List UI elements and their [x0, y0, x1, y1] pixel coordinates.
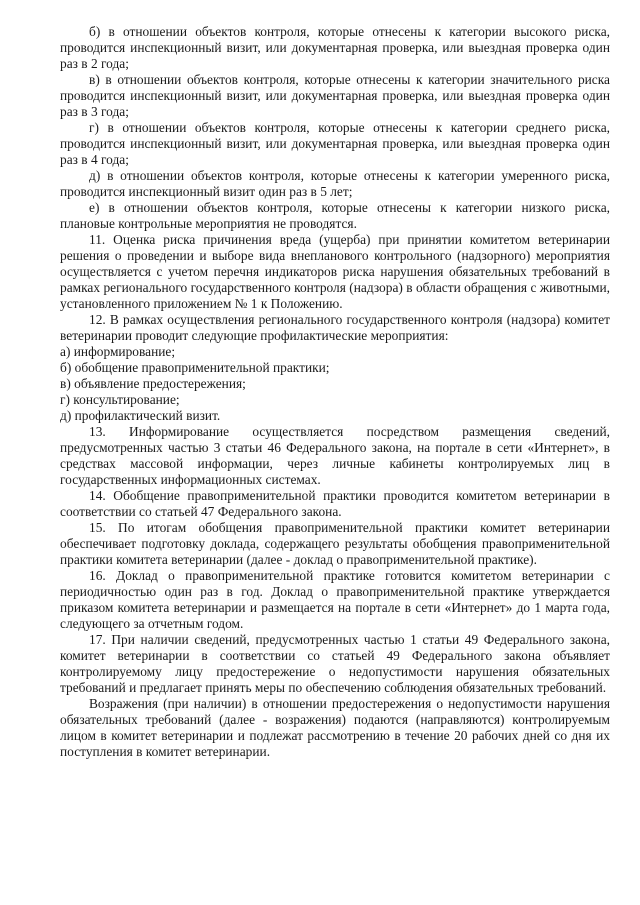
paragraph-13-informing: 13. Информирование осуществляется посредством размещения сведений, предусмотренных частью 3 статьи 46 Федерального закона, на портале в сети «Интернет», в средствах массовой информации, через личные кабинеты контролируемых лиц в государственных информационных системах. — [60, 424, 610, 487]
list-item-consulting: г) консультирование; — [60, 392, 180, 407]
list-item-warning: в) объявление предостережения; — [60, 376, 246, 391]
paragraph-d-moderate-risk: д) в отношении объектов контроля, которые отнесены к категории умеренного риска, проводится инспекционный визит один раз в 5 лет; — [60, 168, 610, 199]
paragraph-v-significant-risk: в) в отношении объектов контроля, которые отнесены к категории значительного риска проводится инспекционный визит, или документарная проверка, или выездная проверка один раз в 3 года; — [60, 72, 610, 119]
list-item-generalization: б) обобщение правоприменительной практики; — [60, 360, 330, 375]
paragraph-g-medium-risk: г) в отношении объектов контроля, которые отнесены к категории среднего риска, проводится инспекционный визит, или документарная проверка, или выездная проверка один раз в 4 года; — [60, 120, 610, 167]
paragraph-16-report-schedule: 16. Доклад о правоприменительной практике готовится комитетом ветеринарии с периодичностью один раз в год. Доклад о правоприменительной практике утверждается приказом комитета ветеринарии и размещается на портале в сети «Интернет» до 1 марта года, следующего за отчетным годом. — [60, 568, 610, 631]
paragraph-12-preventive-measures: 12. В рамках осуществления регионального государственного контроля (надзора) комитет ветеринарии проводит следующие профилактические мероприятия: — [60, 312, 610, 343]
paragraph-11-risk-assessment: 11. Оценка риска причинения вреда (ущерба) при принятии комитетом ветеринарии решения о проведении и выборе вида внепланового контрольного (надзорного) мероприятия осуществляется с учетом перечня индикаторов риска нарушения обязательных требований в рамках регионального государственного контроля (надзора) в области обращения с животными, установленного приложением № 1 к Положению. — [60, 232, 610, 311]
paragraph-e-low-risk: е) в отношении объектов контроля, которые отнесены к категории низкого риска, плановые контрольные мероприятия не проводятся. — [60, 200, 610, 231]
paragraph-15-report: 15. По итогам обобщения правоприменительной практики комитет ветеринарии обеспечивает подготовку доклада, содержащего результаты обобщения правоприменительной практики комитета ветеринарии (далее - доклад о правоприменительной практике). — [60, 520, 610, 567]
document-page — [60, 24, 610, 760]
paragraph-14-generalization: 14. Обобщение правоприменительной практики проводится комитетом ветеринарии в соответствии со статьей 47 Федерального закона. — [60, 488, 610, 519]
paragraph-17-warning: 17. При наличии сведений, предусмотренных частью 1 статьи 49 Федерального закона, комитет ветеринарии в соответствии со статьей 49 Федерального закона объявляет контролируемому лицу предостережение о недопустимости нарушения обязательных требований и предлагает принять меры по обеспечению соблюдения обязательных требований. — [60, 632, 610, 695]
list-item-preventive-visit: д) профилактический визит. — [60, 408, 221, 423]
list-item-informing: а) информирование; — [60, 344, 176, 359]
paragraph-objections: Возражения (при наличии) в отношении предостережения о недопустимости нарушения обязательных требований (далее - возражения) подаются (направляются) контролируемым лицом в комитет ветеринарии и подлежат рассмотрению в течение 20 рабочих дней со дня их поступления в комитет ветеринарии. — [60, 696, 610, 759]
paragraph-b-high-risk: б) в отношении объектов контроля, которые отнесены к категории высокого риска, проводится инспекционный визит, или документарная проверка, или выездная проверка один раз в 2 года; — [60, 24, 610, 71]
